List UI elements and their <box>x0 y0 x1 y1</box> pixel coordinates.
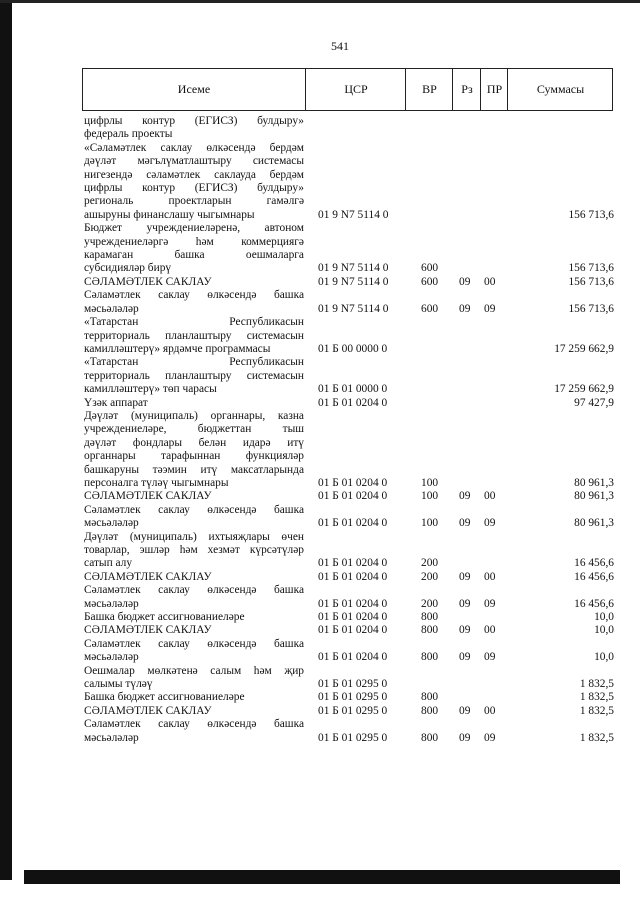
row-values <box>84 383 614 396</box>
header-pr: ПР <box>480 69 508 110</box>
row-name-line: мәсьәләләр <box>84 517 139 530</box>
row-name-line: башкаруны тәэмин итү максатларында <box>84 463 304 476</box>
row-name-line: Дәүләт (муниципаль) ихтыяҗлары өчен <box>84 530 304 543</box>
row-values <box>84 571 614 584</box>
row-pr: 09 <box>484 731 496 744</box>
row-csr: 01 Б 01 0295 0 <box>318 691 388 704</box>
table-row <box>84 718 614 745</box>
row-name-line: Үзәк аппарат <box>84 396 148 409</box>
row-pr: 00 <box>484 275 496 288</box>
header-vr: ВР <box>405 69 453 110</box>
table-row <box>84 571 614 584</box>
row-name-line: Дәүләт (муниципаль) органнары, казна <box>84 409 304 422</box>
row-vr: 800 <box>421 704 439 717</box>
row-name-line: Сәламәтлек саклау өлкәсендә башка <box>84 637 304 650</box>
row-name-line: СӘЛАМӘТЛЕК САКЛАУ <box>84 275 212 288</box>
table-row <box>84 115 614 142</box>
row-sum: 97 427,9 <box>574 396 614 409</box>
row-pr: 09 <box>484 302 496 315</box>
row-name-line: «Сәламәтлек саклау өлкәсендә бердәм <box>84 141 304 154</box>
row-sum: 80 961,3 <box>574 517 614 530</box>
row-values <box>84 303 614 316</box>
row-name-line: нигезендә сәламәтлек саклауда бердәм <box>84 168 304 181</box>
row-sum: 156 713,6 <box>568 208 614 221</box>
row-vr: 200 <box>421 570 439 583</box>
row-sum: 1 832,5 <box>579 704 614 717</box>
row-values <box>84 262 614 275</box>
row-pr: 00 <box>484 704 496 717</box>
row-sum: 80 961,3 <box>574 476 614 489</box>
row-name-line: Сәламәтлек саклау өлкәсендә башка <box>84 503 304 516</box>
scan-edge-left <box>0 0 12 880</box>
table-row <box>84 490 614 503</box>
table-row <box>84 222 614 276</box>
row-name-line: субсидияләр бирү <box>84 262 172 275</box>
row-vr: 200 <box>421 597 439 610</box>
row-sum: 10,0 <box>594 611 614 624</box>
row-vr: 100 <box>421 517 439 530</box>
row-vr: 600 <box>421 302 439 315</box>
row-vr: 200 <box>421 557 439 570</box>
row-csr: 01 9 N7 5114 0 <box>318 262 389 275</box>
row-values <box>84 557 614 570</box>
table-row <box>84 397 614 410</box>
row-sum: 17 259 662,9 <box>554 342 614 355</box>
row-csr: 01 Б 01 0204 0 <box>318 651 388 664</box>
header-csr: ЦСР <box>305 69 406 110</box>
row-csr: 01 Б 00 0000 0 <box>318 342 388 355</box>
row-values <box>84 397 614 410</box>
table-row <box>84 624 614 637</box>
table-row <box>84 504 614 531</box>
row-name-line: салымы түләү <box>84 678 153 691</box>
row-name-line: сатып алу <box>84 557 133 570</box>
row-name-line: Бюджет учреждениеләренә, автоном <box>84 222 304 235</box>
header-name: Исеме <box>177 82 211 96</box>
row-sum: 80 961,3 <box>574 490 614 503</box>
row-values <box>84 490 614 503</box>
row-rz: 09 <box>459 517 471 530</box>
budget-table-body <box>84 115 614 745</box>
row-values <box>84 276 614 289</box>
row-pr: 09 <box>484 651 496 664</box>
table-row <box>84 584 614 611</box>
row-name-line: «Татарстан Республикасын <box>84 356 304 369</box>
row-csr: 01 Б 01 0204 0 <box>318 490 388 503</box>
row-sum: 10,0 <box>594 651 614 664</box>
row-name-line: цифрлы контур (ЕГИСЗ) булдыру» <box>84 115 304 127</box>
row-rz: 09 <box>459 704 471 717</box>
row-vr: 100 <box>421 490 439 503</box>
row-sum: 16 456,6 <box>574 597 614 610</box>
table-row <box>84 289 614 316</box>
row-name-line: территориаль планлаштыру системасын <box>84 329 304 342</box>
table-row <box>84 356 614 396</box>
table-row <box>84 638 614 665</box>
table-row <box>84 316 614 356</box>
table-row <box>84 691 614 704</box>
row-vr: 600 <box>421 275 439 288</box>
row-name-line: карамаган башка оешмаларга <box>84 249 304 262</box>
row-pr: 00 <box>484 570 496 583</box>
row-name-line: камилләштерү» төп чарасы <box>84 383 217 396</box>
row-sum: 156 713,6 <box>568 275 614 288</box>
row-sum: 1 832,5 <box>579 731 614 744</box>
table-row <box>84 142 614 222</box>
table-row <box>84 531 614 571</box>
row-values <box>84 678 614 691</box>
row-name-line: СӘЛАМӘТЛЕК САКЛАУ <box>84 490 212 503</box>
table-header <box>82 68 613 111</box>
row-name-line: учреждениеләре, бюджеттан тыш <box>84 423 304 436</box>
row-vr: 800 <box>421 651 439 664</box>
row-name-line: территориаль планлаштыру системасын <box>84 369 304 382</box>
row-name-line: Башка бюджет ассигнованиеләре <box>84 691 245 704</box>
row-vr: 800 <box>421 691 439 704</box>
row-name-line: мәсьәләләр <box>84 731 139 744</box>
table-row <box>84 276 614 289</box>
table-row <box>84 611 614 624</box>
row-pr: 09 <box>484 517 496 530</box>
row-values <box>84 343 614 356</box>
row-csr: 01 Б 01 0204 0 <box>318 570 388 583</box>
row-values <box>84 598 614 611</box>
row-rz: 09 <box>459 624 471 637</box>
row-values <box>84 128 614 141</box>
row-csr: 01 9 N7 5114 0 <box>318 275 389 288</box>
row-name-line: цифрлы контур (ЕГИСЗ) булдыру» <box>84 182 304 195</box>
row-sum: 10,0 <box>594 624 614 637</box>
row-sum: 16 456,6 <box>574 557 614 570</box>
row-csr: 01 Б 01 0204 0 <box>318 624 388 637</box>
header-rz: Рз <box>452 69 481 110</box>
row-name-line: учреждениеләргә һәм коммерциягә <box>84 235 304 248</box>
row-vr: 800 <box>421 624 439 637</box>
row-sum: 1 832,5 <box>579 691 614 704</box>
row-values <box>84 477 614 490</box>
row-values <box>84 611 614 624</box>
row-csr: 01 9 N7 5114 0 <box>318 208 389 221</box>
row-name-line: Сәламәтлек саклау өлкәсендә башка <box>84 289 304 302</box>
row-sum: 1 832,5 <box>579 678 614 691</box>
row-pr: 09 <box>484 597 496 610</box>
row-name-line: федераль проекты <box>84 128 173 141</box>
row-name-line: СӘЛАМӘТЛЕК САКЛАУ <box>84 570 212 583</box>
row-pr: 00 <box>484 490 496 503</box>
row-name-line: дәүләт фондлары белән идарә итү <box>84 436 304 449</box>
row-rz: 09 <box>459 731 471 744</box>
row-name-line: персоналга түләү чыгымнары <box>84 476 229 489</box>
row-csr: 01 Б 01 0204 0 <box>318 611 388 624</box>
row-rz: 09 <box>459 597 471 610</box>
row-csr: 01 Б 01 0000 0 <box>318 383 388 396</box>
row-sum: 17 259 662,9 <box>554 383 614 396</box>
row-name-line: товарлар, эшләр һәм хезмәт күрсәтүләр <box>84 544 304 556</box>
row-vr: 600 <box>421 262 439 275</box>
row-values <box>84 691 614 704</box>
table-row <box>84 410 614 490</box>
row-name-line: мәсьәләләр <box>84 651 139 664</box>
row-vr: 800 <box>421 731 439 744</box>
row-name-line: Башка бюджет ассигнованиеләре <box>84 611 245 624</box>
row-sum: 156 713,6 <box>568 302 614 315</box>
row-name-line: Оешмалар мөлкәтенә салым һәм җир <box>84 664 304 677</box>
row-csr: 01 Б 01 0204 0 <box>318 597 388 610</box>
row-name-line: мәсьәләләр <box>84 597 139 610</box>
row-sum: 156 713,6 <box>568 262 614 275</box>
row-csr: 01 Б 01 0295 0 <box>318 731 388 744</box>
row-values <box>84 705 614 718</box>
row-vr: 100 <box>421 476 439 489</box>
row-rz: 09 <box>459 570 471 583</box>
row-name-line: Сәламәтлек саклау өлкәсендә башка <box>84 584 304 597</box>
row-rz: 09 <box>459 275 471 288</box>
row-values <box>84 624 614 637</box>
row-rz: 09 <box>459 490 471 503</box>
row-rz: 09 <box>459 651 471 664</box>
row-csr: 01 Б 01 0295 0 <box>318 704 388 717</box>
row-name-line: мәсьәләләр <box>84 302 139 315</box>
row-name-line: органнары тарафыннан функцияләр <box>84 450 304 463</box>
row-vr: 800 <box>421 611 439 624</box>
row-name-line: дәүләт мәгълүматлаштыру системасы <box>84 155 304 168</box>
row-csr: 01 Б 01 0295 0 <box>318 678 388 691</box>
row-sum: 16 456,6 <box>574 570 614 583</box>
page-number: 541 <box>331 39 349 53</box>
row-values <box>84 651 614 664</box>
row-name-line: СӘЛАМӘТЛЕК САКЛАУ <box>84 704 212 717</box>
row-csr: 01 Б 01 0204 0 <box>318 517 388 530</box>
row-csr: 01 Б 01 0204 0 <box>318 557 388 570</box>
row-values <box>84 209 614 222</box>
row-csr: 01 Б 01 0204 0 <box>318 396 388 409</box>
row-csr: 01 Б 01 0204 0 <box>318 476 388 489</box>
table-row <box>84 665 614 692</box>
row-name-line: региональ проектларын гамәлгә <box>84 195 304 208</box>
row-name-line: ашыруны финанслашу чыгымнары <box>84 208 255 221</box>
row-name-line: Сәламәтлек саклау өлкәсендә башка <box>84 718 304 731</box>
header-sum: Суммасы <box>507 69 613 110</box>
row-name-line: камилләштерү» ярдәмче программасы <box>84 342 271 355</box>
row-rz: 09 <box>459 302 471 315</box>
table-row <box>84 705 614 718</box>
row-values <box>84 732 614 745</box>
scan-edge-top <box>0 0 640 3</box>
row-name-line: СӘЛАМӘТЛЕК САКЛАУ <box>84 624 212 637</box>
row-values <box>84 517 614 530</box>
row-csr: 01 9 N7 5114 0 <box>318 302 389 315</box>
scan-edge-bottom <box>24 870 620 884</box>
row-pr: 00 <box>484 624 496 637</box>
row-name-line: «Татарстан Республикасын <box>84 316 304 329</box>
